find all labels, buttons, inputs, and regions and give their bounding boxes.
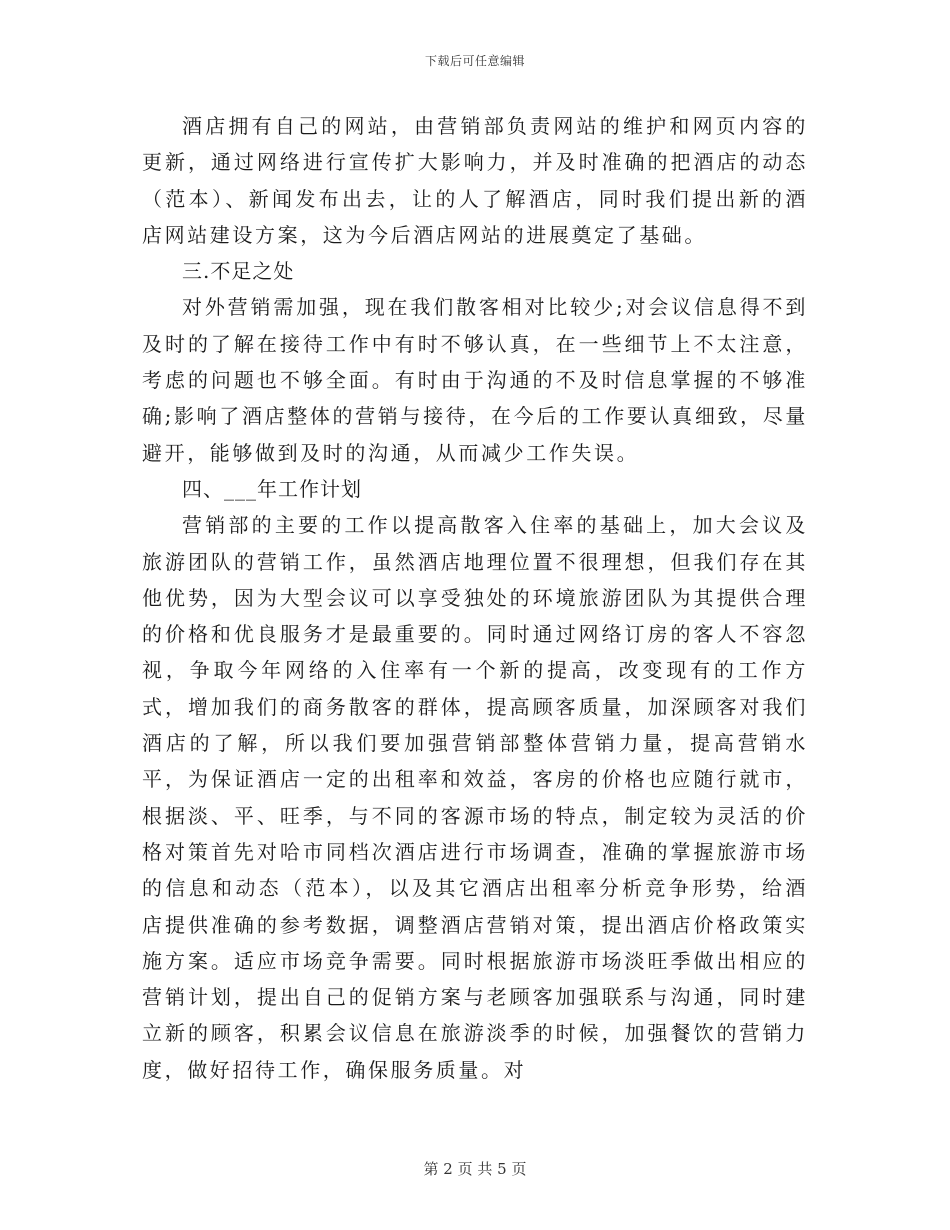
page-header: 下载后可任意编辑 <box>424 54 525 68</box>
section-heading-shortcomings: 三.不足之处 <box>182 259 295 284</box>
document-body <box>142 108 808 1088</box>
paragraph-website: 酒店拥有自己的网站，由营销部负责网站的维护和网页内容的更新，通过网络进行宣传扩大影响力，并及时准确的把酒店的动态（范本）、新闻发布出去，让的人了解酒店，同时我们提出新的酒店网站建设方案，这为今后酒店网站的进展奠定了基础。 <box>142 114 808 247</box>
section-heading-work-plan: 四、___年工作计划 <box>182 476 362 501</box>
paragraph-work-plan: 营销部的主要的工作以提高散客入住率的基础上，加大会议及旅游团队的营销工作，虽然酒店地理位置不很理想，但我们存在其他优势，因为大型会议可以享受独处的环境旅游团队为其提供合理的价格和优良服务才是最重要的。同时通过网络订房的客人不容忽视，争取今年网络的入住率有一个新的提高，改变现有的工作方式，增加我们的商务散客的群体，提高顾客质量，加深顾客对我们酒店的了解，所以我们要加强营销部整体营销力量，提高营销水平，为保证酒店一定的出租率和效益，客房的价格也应随行就市，根据淡、平、旺季，与不同的客源市场的特点，制定较为灵活的价格对策首先对哈市同档次酒店进行市场调查，准确的掌握旅游市场的信息和动态（范本），以及其它酒店出租率分析竞争形势，给酒店提供准确的参考数据，调整酒店营销对策，提出酒店价格政策实施方案。适应市场竞争需要。同时根据旅游市场淡旺季做出相应的营销计划，提出自己的促销方案与老顾客加强联系与沟通，同时建立新的顾客，积累会议信息在旅游淡季的时候，加强餐饮的营销力度，做好招待工作，确保服务质量。对 <box>142 513 808 1082</box>
page-number-footer: 第 2 页 共 5 页 <box>423 1160 527 1178</box>
paragraph-shortcomings: 对外营销需加强，现在我们散客相对比较少;对会议信息得不到及时的了解在接待工作中有时不够认真，在一些细节上不太注意，考虑的问题也不够全面。有时由于沟通的不及时信息掌握的不够准确;影响了酒店整体的营销与接待，在今后的工作要认真细致，尽量避开，能够做到及时的沟通，从而减少工作失误。 <box>142 295 808 465</box>
